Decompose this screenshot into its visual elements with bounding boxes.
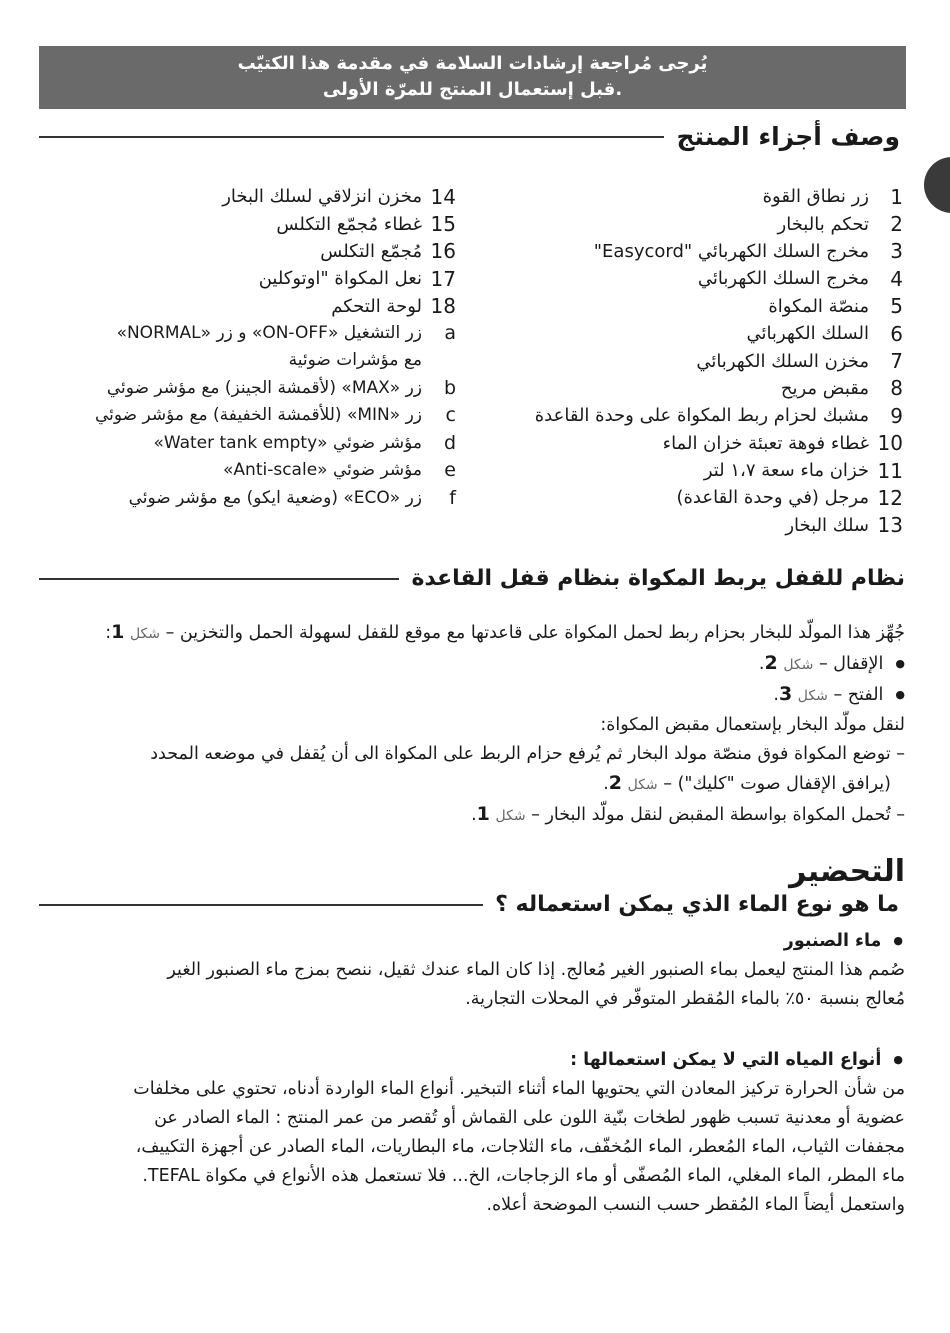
control-panel-item (36, 320, 456, 347)
part-label: مُجمّع التكلس (320, 240, 422, 262)
part-label: غطاء مُجمّع التكلس (276, 213, 422, 235)
figure-ref: شكل (129, 626, 161, 642)
page-edge-tab (924, 157, 950, 213)
part-item (463, 210, 903, 237)
parts-list-right (463, 183, 903, 539)
text: (يرافق الإقفال صوت "كليك") – (663, 774, 891, 794)
part-label: لوحة التحكم (331, 295, 422, 317)
part-item (36, 210, 456, 237)
part-number: 6 (890, 321, 903, 346)
part-number: 7 (890, 349, 903, 374)
figure-ref: شكل (797, 688, 828, 704)
part-number: 17 (430, 266, 456, 291)
figure-number: 2 (608, 772, 623, 794)
part-label: مخزن السلك الكهربائي (696, 350, 869, 372)
part-number: 5 (890, 294, 903, 319)
water-types-line: واستعمل أيضاً الماء المُقطر حسب النسب الموضحة أعلاه. (486, 1195, 905, 1215)
part-number: 15 (430, 212, 456, 237)
figure-number: 3 (778, 683, 793, 705)
part-item (463, 265, 903, 292)
parts-list-left (36, 183, 456, 511)
sub-letter: e (444, 459, 456, 482)
part-number: 3 (890, 239, 903, 264)
sub-label: زر «MAX» (لأقمشة الجينز) مع مؤشر ضوئي (106, 377, 422, 398)
figure-ref: شكل (783, 657, 814, 673)
water-types-line: ماء المطر، الماء المغلي، الماء المُصفّى أو ماء الزجاجات، الخ... فلا تستعمل هذه الأنواع في مكواة TEFAL. (142, 1166, 905, 1186)
water-types-line: عضوية أو معدنية تسبب ظهور لطخات بنّية اللون على القماش أو تُقصر من عمر المنتج : الماء الصادر عن (154, 1108, 905, 1128)
transport-step-1: – توضع المكواة فوق منصّة مولد البخار ثم يُرفع حزام الربط على المكواة الى أن يُقفل في موضعه المحدد (150, 744, 905, 764)
part-item (36, 265, 456, 292)
part-item (463, 430, 903, 457)
section-subtitle-water: ما هو نوع الماء الذي يمكن استعماله ؟ (495, 892, 899, 917)
section-rule (39, 136, 664, 138)
transport-step-2: – تُحمل المكواة بواسطة المقبض لنقل مولّد البخار – شكل 1. (471, 803, 905, 825)
part-number: 18 (430, 294, 456, 319)
transport-intro: لنقل مولّد البخار بإستعمال مقبض المكواة: (600, 715, 905, 735)
part-number: 14 (430, 184, 456, 209)
part-label: مرجل (في وحدة القاعدة) (676, 487, 869, 509)
part-number: 16 (430, 239, 456, 264)
sub-letter: a (444, 322, 456, 345)
part-label: غطاء فوهة تعبئة خزان الماء (662, 432, 869, 454)
part-item (463, 484, 903, 511)
water-types-heading: ● أنواع المياه التي لا يمكن استعمالها : (25, 1045, 905, 1075)
water-types-line: مجففات الثياب، الماء المُعطر، الماء المُخفّف، ماء الثلاجات، ماء البطاريات، الماء الصادر عن أجهزة التكييف، (135, 1137, 905, 1157)
part-item (463, 238, 903, 265)
part-item (463, 347, 903, 374)
section-header-lock (39, 566, 905, 591)
control-panel-item (36, 456, 456, 484)
sub-label: مؤشر ضوئي «Anti-scale» (223, 460, 422, 481)
sub-label: زر «ECO» (وضعية ايكو) مع مؤشر ضوئي (128, 487, 422, 508)
part-label: مشبك لحزام ربط المكواة على وحدة القاعدة (534, 405, 869, 427)
tap-water-line: مُعالج بنسبة ٥٠٪ بالماء المُقطر المتوفّر في المحلات التجارية. (465, 989, 905, 1009)
sub-label: زر التشغيل «ON-OFF» و زر «NORMAL» (116, 323, 422, 344)
section-rule (39, 578, 399, 580)
part-number: 2 (890, 212, 903, 237)
transport-step-1-cont: (يرافق الإقفال صوت "كليك") – شكل 2. (603, 772, 891, 794)
part-label: نعل المكواة "اوتوكلين (258, 268, 422, 290)
part-label: السلك الكهربائي (746, 323, 869, 345)
part-item (463, 320, 903, 347)
figure-number: 1 (111, 621, 125, 643)
part-item (463, 183, 903, 210)
figure-ref: شكل (495, 808, 526, 824)
part-number: 10 (877, 431, 903, 456)
notice-line-2: قبل إستعمال المنتج للمرّة الأولى. (322, 79, 623, 100)
control-panel-item (36, 484, 456, 512)
part-item (36, 183, 456, 210)
sub-label: مؤشر ضوئي «Water tank empty» (153, 432, 422, 453)
text: – تُحمل المكواة بواسطة المقبض لنقل مولّد البخار – (531, 805, 905, 825)
control-panel-item (36, 374, 456, 402)
part-label: خزان ماء سعة ١،٧ لتر (703, 460, 869, 482)
text: الفتح – (833, 685, 884, 705)
figure-number: 2 (764, 652, 778, 674)
part-number: 4 (890, 266, 903, 291)
part-label: مقبض مريح (780, 377, 869, 399)
text: جُهِّز هذا المولّد للبخار بحزام ربط لحمل المكواة على قاعدتها مع موقع للقفل لسهولة الحمل والتخزين – (165, 623, 905, 643)
sub-letter: c (445, 404, 456, 427)
text: الإقفال – (818, 654, 884, 674)
part-number: 1 (890, 184, 903, 209)
part-label: منصّة المكواة (768, 295, 869, 317)
part-label: مخرج السلك الكهربائي "Easycord" (593, 240, 869, 262)
part-number: 12 (877, 485, 903, 510)
section-title-preparation: التحضير (789, 854, 905, 889)
part-item (36, 238, 456, 265)
figure-number: 1 (476, 803, 490, 825)
safety-notice-banner (39, 46, 906, 109)
sub-letter: d (443, 431, 456, 454)
part-item (463, 402, 903, 429)
lock-section-body (25, 618, 905, 831)
tap-water-block (25, 926, 905, 1014)
part-label: مخزن انزلاقي لسلك البخار (222, 186, 422, 208)
part-number: 13 (877, 513, 903, 538)
water-types-block (25, 1045, 905, 1220)
sub-letter: b (443, 376, 456, 399)
tap-water-heading: ● ماء الصنبور (25, 926, 905, 956)
sub-letter: f (449, 486, 456, 509)
control-panel-item (36, 401, 456, 429)
part-label: زر نطاق القوة (762, 186, 869, 208)
section-rule (39, 904, 483, 906)
part-item (463, 512, 903, 539)
unlock-step: ● الفتح – شكل 3. (25, 680, 905, 711)
section-header-water (39, 892, 899, 917)
sub-label: زر «MIN» (للأقمشة الخفيفة) مع مؤشر ضوئي (95, 405, 422, 426)
part-item (36, 293, 456, 320)
section-title-lock: نظام للقفل يربط المكواة بنظام قفل القاعدة (411, 566, 905, 591)
part-item (463, 375, 903, 402)
notice-line-1: يُرجى مُراجعة إرشادات السلامة في مقدمة هذا الكتيّب (237, 53, 708, 74)
part-number: 11 (877, 458, 903, 483)
part-item (463, 457, 903, 484)
part-number: 9 (890, 403, 903, 428)
sub-label-continuation: مع مؤشرات ضوئية (288, 349, 422, 370)
part-item (463, 293, 903, 320)
water-types-line: من شأن الحرارة تركيز المعادن التي يحتويها الماء أثناء التبخير. أنواع الماء الواردة أدناه، تحتوي على مخلفات (133, 1079, 905, 1099)
control-panel-item (36, 429, 456, 457)
part-label: سلك البخار (785, 514, 869, 536)
part-number: 8 (890, 376, 903, 401)
lock-intro: جُهِّز هذا المولّد للبخار بحزام ربط لحمل المكواة على قاعدتها مع موقع للقفل لسهولة الحمل والتخزين – شكل 1: (105, 621, 905, 643)
part-label: مخرج السلك الكهربائي (697, 268, 869, 290)
part-label: تحكم بالبخار (777, 213, 869, 235)
figure-ref: شكل (627, 777, 658, 793)
section-header-parts (39, 122, 900, 151)
lock-step: ● الإقفال – شكل 2. (25, 649, 905, 680)
section-title-parts: وصف أجزاء المنتج (676, 122, 900, 151)
tap-water-line: صُمم هذا المنتج ليعمل بماء الصنبور الغير مُعالج. إذا كان الماء عندك ثقيل، ننصح بمزج ماء الصنبور الغير (167, 960, 905, 980)
